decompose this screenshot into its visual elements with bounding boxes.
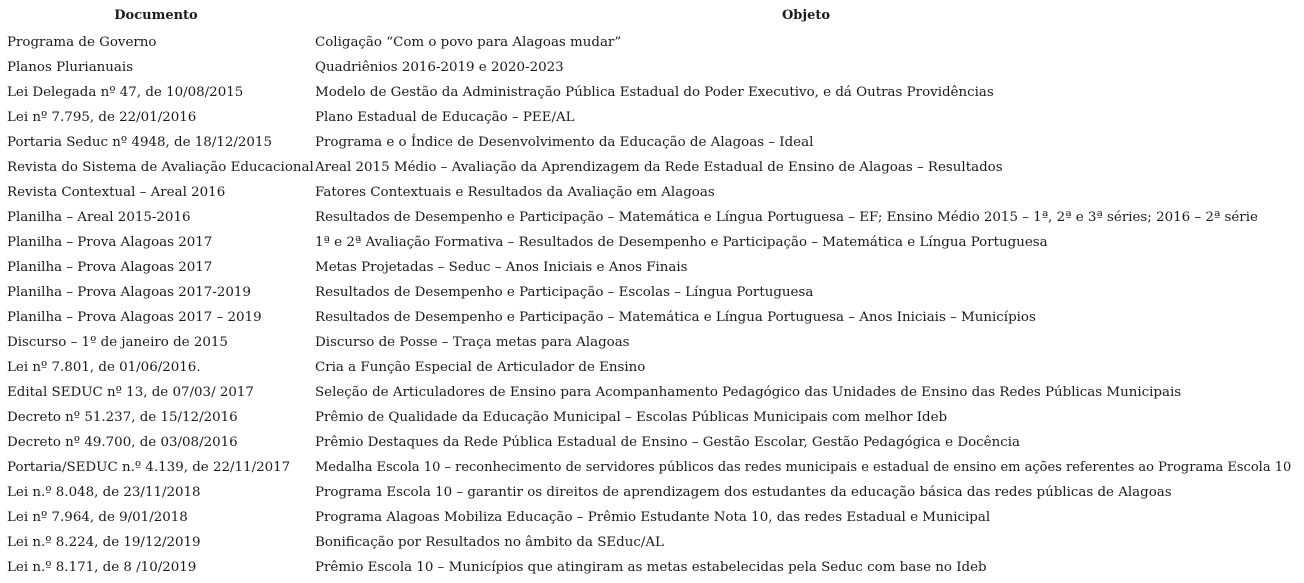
cell-objeto: Programa Alagoas Mobiliza Educação – Prêmio Estudante Nota 10, das redes Estadual e Municipal (315, 510, 991, 525)
cell-objeto: Fatores Contextuais e Resultados da Avaliação em Alagoas (315, 185, 715, 200)
cell-objeto: Medalha Escola 10 – reconhecimento de servidores públicos das redes municipais e estadual de ensino em ações referentes ao Programa Escola 10 (315, 460, 1292, 475)
table-row (0, 230, 1304, 255)
cell-objeto: Modelo de Gestão da Administração Pública Estadual do Poder Executivo, e dá Outras Providências (315, 85, 994, 100)
table-row (0, 555, 1304, 580)
cell-documento: Planilha – Prova Alagoas 2017 – 2019 (7, 310, 262, 325)
cell-documento: Decreto nº 49.700, de 03/08/2016 (7, 435, 238, 450)
table-row (0, 30, 1304, 55)
cell-objeto: Coligação “Com o povo para Alagoas mudar” (315, 35, 622, 50)
cell-objeto: 1ª e 2ª Avaliação Formativa – Resultados de Desempenho e Participação – Matemática e Língua Portuguesa (315, 235, 1048, 250)
table-row (0, 305, 1304, 330)
cell-documento: Decreto nº 51.237, de 15/12/2016 (7, 410, 238, 425)
cell-objeto: Resultados de Desempenho e Participação – Matemática e Língua Portuguesa – EF; Ensino Médio 2015 – 1ª, 2ª e 3ª séries; 2016 – 2ª série (315, 210, 1258, 225)
cell-objeto: Plano Estadual de Educação – PEE/AL (315, 110, 575, 125)
cell-documento: Edital SEDUC nº 13, de 07/03/ 2017 (7, 385, 254, 400)
cell-objeto: Metas Projetadas – Seduc – Anos Iniciais e Anos Finais (315, 260, 688, 275)
header-objeto: Objeto (781, 8, 831, 23)
cell-objeto: Seleção de Articuladores de Ensino para Acompanhamento Pedagógico das Unidades de Ensino das Redes Públicas Municipais (315, 385, 1182, 400)
table-row (0, 530, 1304, 555)
cell-documento: Planilha – Prova Alagoas 2017 (7, 235, 213, 250)
cell-documento: Planilha – Prova Alagoas 2017-2019 (7, 285, 251, 300)
cell-documento: Lei nº 7.964, de 9/01/2018 (7, 510, 188, 525)
table-row (0, 55, 1304, 80)
cell-documento: Portaria Seduc nº 4948, de 18/12/2015 (7, 135, 272, 150)
cell-documento: Lei n.º 8.048, de 23/11/2018 (7, 485, 201, 500)
cell-objeto: Discurso de Posse – Traça metas para Alagoas (315, 335, 630, 350)
table-row (0, 105, 1304, 130)
cell-documento: Programa de Governo (7, 35, 157, 50)
cell-documento: Revista do Sistema de Avaliação Educacional (7, 160, 314, 175)
cell-objeto: Resultados de Desempenho e Participação – Escolas – Língua Portuguesa (315, 285, 814, 300)
cell-documento: Lei n.º 8.224, de 19/12/2019 (7, 535, 201, 550)
header-documento: Documento (114, 8, 198, 23)
cell-documento: Planilha – Prova Alagoas 2017 (7, 260, 213, 275)
table-header (0, 8, 1304, 26)
table-row (0, 330, 1304, 355)
cell-documento: Discurso – 1º de janeiro de 2015 (7, 335, 228, 350)
cell-objeto: Resultados de Desempenho e Participação – Matemática e Língua Portuguesa – Anos Iniciais – Municípios (315, 310, 1036, 325)
cell-documento: Lei Delegada nº 47, de 10/08/2015 (7, 85, 244, 100)
table-row (0, 405, 1304, 430)
cell-objeto: Areal 2015 Médio – Avaliação da Aprendizagem da Rede Estadual de Ensino de Alagoas – Resultados (315, 160, 1003, 175)
cell-documento: Revista Contextual – Areal 2016 (7, 185, 226, 200)
cell-documento: Lei nº 7.795, de 22/01/2016 (7, 110, 197, 125)
cell-documento: Portaria/SEDUC n.º 4.139, de 22/11/2017 (7, 460, 291, 475)
table-row (0, 205, 1304, 230)
table-body (0, 30, 1304, 580)
cell-objeto: Cria a Função Especial de Articulador de Ensino (315, 360, 646, 375)
table-row (0, 130, 1304, 155)
cell-documento: Planilha – Areal 2015-2016 (7, 210, 191, 225)
cell-documento: Planos Plurianuais (7, 60, 134, 75)
cell-objeto: Prêmio Escola 10 – Municípios que atingiram as metas estabelecidas pela Seduc com base no Ideb (315, 560, 987, 575)
cell-documento: Lei n.º 8.171, de 8 /10/2019 (7, 560, 197, 575)
cell-objeto: Programa e o Índice de Desenvolvimento da Educação de Alagoas – Ideal (315, 135, 814, 150)
cell-objeto: Bonificação por Resultados no âmbito da SEduc/AL (315, 535, 664, 550)
table-row (0, 255, 1304, 280)
table-row (0, 380, 1304, 405)
table-row (0, 355, 1304, 380)
table-row (0, 430, 1304, 455)
table-row (0, 80, 1304, 105)
table-row (0, 455, 1304, 480)
cell-objeto: Prêmio de Qualidade da Educação Municipal – Escolas Públicas Municipais com melhor Ideb (315, 410, 948, 425)
cell-objeto: Programa Escola 10 – garantir os direitos de aprendizagem dos estudantes da educação básica das redes públicas de Alagoas (315, 485, 1172, 500)
table-row (0, 505, 1304, 530)
table-row (0, 280, 1304, 305)
table-row (0, 180, 1304, 205)
cell-objeto: Prêmio Destaques da Rede Pública Estadual de Ensino – Gestão Escolar, Gestão Pedagógica e Docência (315, 435, 1020, 450)
table-row (0, 480, 1304, 505)
table-row (0, 155, 1304, 180)
cell-objeto: Quadriênios 2016-2019 e 2020-2023 (315, 60, 564, 75)
cell-documento: Lei nº 7.801, de 01/06/2016. (7, 360, 201, 375)
